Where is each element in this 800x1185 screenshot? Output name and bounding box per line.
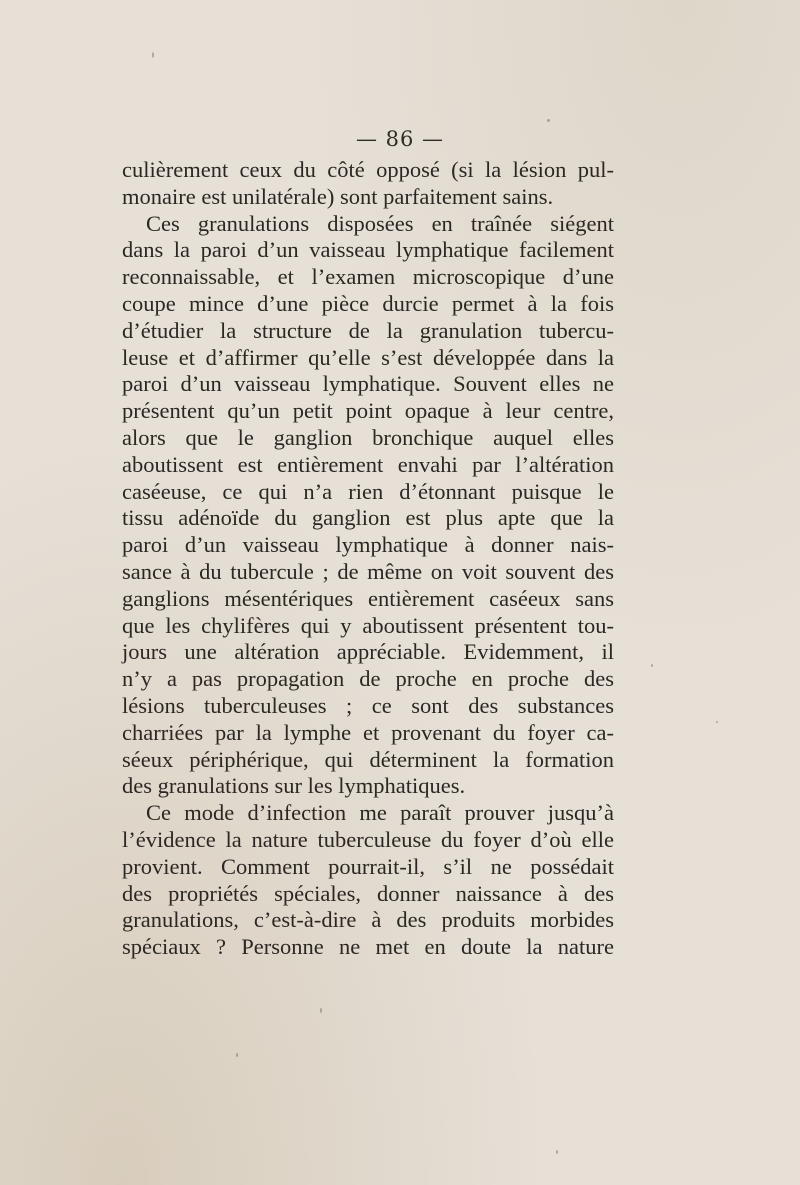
- text-line: coupe mince d’une pièce durcie permet à la fois: [122, 290, 614, 316]
- text-line: dans la paroi d’un vaisseau lymphatique facilement: [122, 237, 614, 263]
- text-line: lésions tuberculeuses ; ce sont des substances: [122, 692, 614, 718]
- text-line: présentent qu’un petit point opaque à leur centre,: [122, 398, 614, 424]
- text-line: Ce mode d’infection me paraît prouver jusqu’à: [146, 800, 614, 826]
- text-line: reconnaissable, et l’examen microscopique d’une: [122, 264, 614, 290]
- text-line: monaire est unilatérale) sont parfaitement sains.: [122, 183, 554, 209]
- text-line: sance à du tubercule ; de même on voit souvent des: [122, 558, 614, 584]
- text-line: Ces granulations disposées en traînée siégent: [146, 210, 614, 236]
- text-line: paroi d’un vaisseau lymphatique. Souvent elles ne: [122, 371, 614, 397]
- paper-speck: [556, 1150, 558, 1154]
- text-line: leuse et d’affirmer qu’elle s’est développée dans la: [122, 344, 614, 370]
- paper-speck: [716, 721, 718, 723]
- text-line: paroi d’un vaisseau lymphatique à donner nais-: [122, 532, 614, 558]
- text-line: l’évidence la nature tuberculeuse du foyer d’où elle: [122, 826, 614, 852]
- text-line: n’y a pas propagation de proche en proche des: [122, 666, 614, 692]
- text-line: culièrement ceux du côté opposé (si la lésion pul-: [122, 157, 614, 182]
- text-line: des propriétés spéciales, donner naissance à des: [122, 880, 614, 906]
- text-line: alors que le ganglion bronchique auquel elles: [122, 424, 614, 450]
- text-line: ganglions mésentériques entièrement caséeux sans: [122, 585, 614, 611]
- text-line: aboutissent est entièrement envahi par l’altération: [122, 451, 614, 477]
- text-line: spéciaux ? Personne ne met en doute la nature: [122, 934, 614, 960]
- text-line: séeux périphérique, qui déterminent la formation: [122, 746, 614, 772]
- page-number: — 86 —: [355, 127, 445, 151]
- text-line: des granulations sur les lymphatiques.: [122, 773, 466, 799]
- paper-speck: [547, 119, 550, 122]
- paper-speck: [152, 52, 154, 58]
- paper-speck: [320, 1008, 322, 1013]
- text-line: que les chylifères qui y aboutissent présentent tou-: [122, 612, 614, 638]
- paper-speck: [236, 1053, 238, 1057]
- text-line: granulations, c’est-à-dire à des produits morbides: [122, 907, 614, 933]
- body-text: [122, 157, 614, 961]
- text-line: jours une altération appréciable. Evidemment, il: [122, 639, 614, 665]
- text-line: d’étudier la structure de la granulation tubercu-: [122, 317, 614, 343]
- text-line: provient. Comment pourrait-il, s’il ne possédait: [122, 853, 614, 879]
- text-line: caséeuse, ce qui n’a rien d’étonnant puisque le: [122, 478, 614, 504]
- text-line: charriées par la lymphe et provenant du foyer ca-: [122, 719, 614, 745]
- text-line: tissu adénoïde du ganglion est plus apte que la: [122, 505, 614, 531]
- paper-speck: [651, 664, 653, 667]
